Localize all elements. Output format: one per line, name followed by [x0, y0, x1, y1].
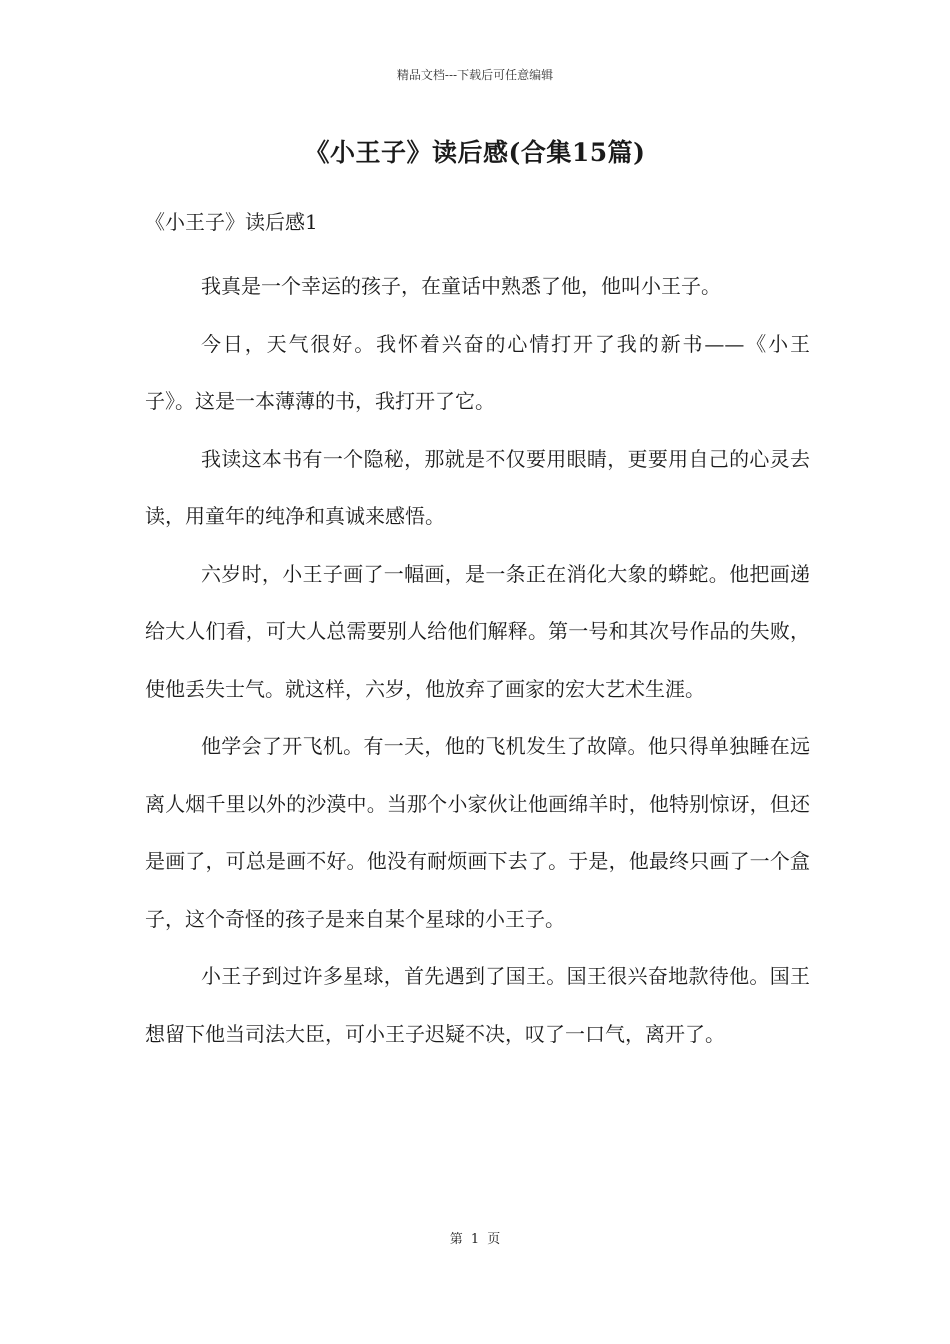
paragraph-1: 我真是一个幸运的孩子，在童话中熟悉了他，他叫小王子。 [201, 274, 721, 298]
paragraph-5: 他学会了开飞机。有一天，他的飞机发生了故障。他只得单独睡在远离人烟千里以外的沙漠中。当那个小家伙让他画绵羊时，他特别惊讶，但还是画了，可总是画不好。他没有耐烦画下去了。于是，他最终只画了一个盒子，这个奇怪的孩子是来自某个星球的小王子。 [145, 734, 810, 931]
header-note: 精品文档---下载后可任意编辑 [396, 68, 554, 82]
paragraph-2: 今日，天气很好。我怀着兴奋的心情打开了我的新书——《小王子》。这是一本薄薄的书，我打开了它。 [145, 331, 810, 413]
document-body [145, 258, 810, 1063]
paragraph-3: 我读这本书有一个隐秘，那就是不仅要用眼睛，更要用自己的心灵去读，用童年的纯净和真诚来感悟。 [145, 446, 810, 528]
paragraph-4: 六岁时，小王子画了一幅画，是一条正在消化大象的蟒蛇。他把画递给大人们看，可大人总需要别人给他们解释。第一号和其次号作品的失败，使他丢失士气。就这样，六岁，他放弃了画家的宏大艺术生涯。 [145, 561, 810, 701]
section-heading: 《小王子》读后感1 [145, 210, 318, 234]
paragraph-6: 小王子到过许多星球，首先遇到了国王。国王很兴奋地款待他。国王想留下他当司法大臣，可小王子迟疑不决，叹了一口气，离开了。 [145, 964, 810, 1046]
page-number-footer: 第 1 页 [449, 1232, 501, 1247]
document-title: 《小王子》读后感(合集15篇) [304, 138, 646, 167]
